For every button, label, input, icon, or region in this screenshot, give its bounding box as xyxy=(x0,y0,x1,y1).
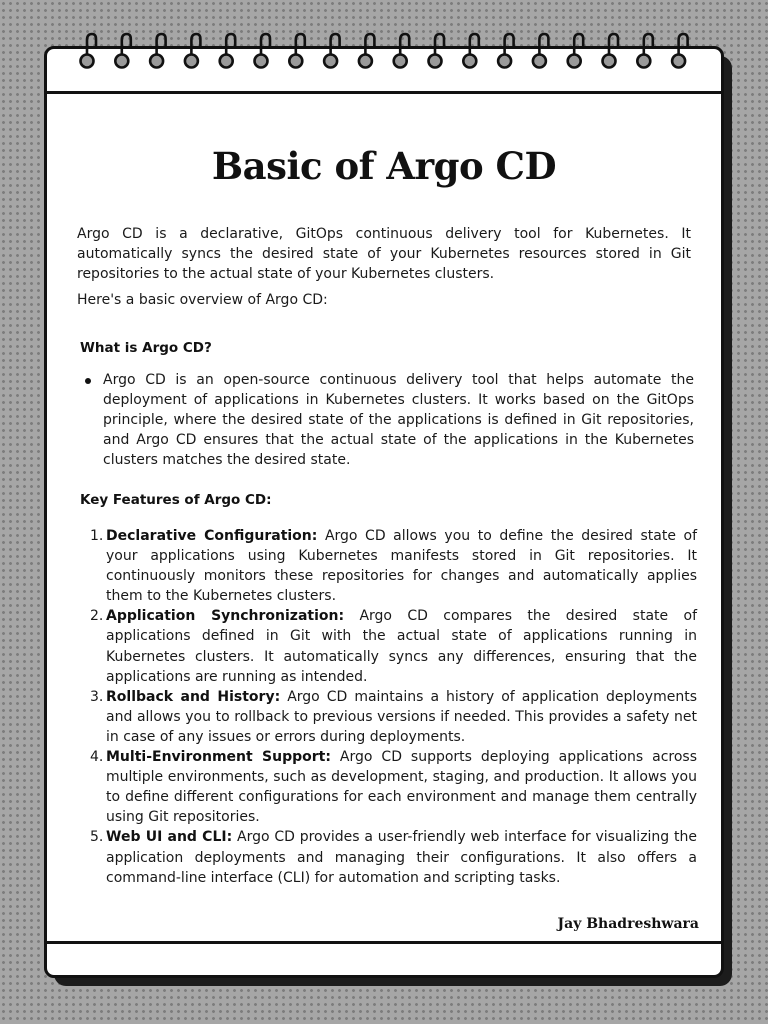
features-numbered-list xyxy=(78,526,697,888)
feature-term: Multi-Environment Support: xyxy=(106,749,331,766)
feature-term: Application Synchronization: xyxy=(106,608,345,625)
page-title: Basic of Argo CD xyxy=(211,144,557,188)
author-signature: Jay Bhadreshwara xyxy=(557,916,699,932)
feature-description: Argo CD maintains a history of application deployments and allows you to rollback to previous versions if needed. This provides a safety net in case of any issues or errors during deployments. xyxy=(106,688,697,745)
list-item xyxy=(78,827,697,887)
item-number: 3. xyxy=(90,688,104,705)
intro-paragraph: Argo CD is a declarative, GitOps continuous delivery tool for Kubernetes. It automatically syncs the desired state of your Kubernetes resources stored in Git repositories to the actual state of your Kubernetes clusters. xyxy=(77,226,691,282)
list-item xyxy=(78,606,697,686)
feature-description: Argo CD provides a user-friendly web interface for visualizing the application deployments and managing their configurations. It also offers a command-line interface (CLI) for automation and scripting tasks. xyxy=(106,829,697,886)
feature-term: Web UI and CLI: xyxy=(106,829,233,846)
feature-description: Argo CD allows you to define the desired state of your applications using Kubernetes manifests stored in Git repositories. It continuously monitors these repositories for changes and automatically applies them to the Kubernetes clusters. xyxy=(106,528,697,605)
list-item xyxy=(80,370,694,470)
feature-description: Argo CD supports deploying applications across multiple environments, such as development, staging, and production. It allows you to define different configurations for each environment and manage them centrally using Git repositories. xyxy=(106,749,697,826)
list-item xyxy=(78,687,697,747)
list-item xyxy=(78,526,697,606)
what-bullet-list xyxy=(80,370,694,470)
overview-line: Here's a basic overview of Argo CD: xyxy=(77,292,328,308)
feature-term: Declarative Configuration: xyxy=(106,528,318,544)
section-heading-what: What is Argo CD? xyxy=(80,340,212,356)
item-number: 4. xyxy=(90,749,104,766)
bullet-text: Argo CD is an open-source continuous delivery tool that helps automate the deployment of applications in Kubernetes clusters. It works based on the GitOps principle, where the desired state of the applications is defined in Git repositories, and Argo CD ensures that the actual state of the applications in the Kubernetes clusters matches the desired state. xyxy=(103,372,694,468)
section-heading-features: Key Features of Argo CD: xyxy=(80,492,272,508)
item-number: 5. xyxy=(90,829,104,846)
bullet-icon xyxy=(85,378,91,384)
item-number: 2. xyxy=(90,608,104,625)
feature-term: Rollback and History: xyxy=(106,688,281,705)
list-item xyxy=(78,747,697,827)
item-number: 1. xyxy=(90,528,104,544)
feature-description: Argo CD compares the desired state of applications defined in Git with the actual state of applications running in Kubernetes clusters. It automatically syncs any differences, ensuring that the applications are running as intended. xyxy=(106,608,697,685)
